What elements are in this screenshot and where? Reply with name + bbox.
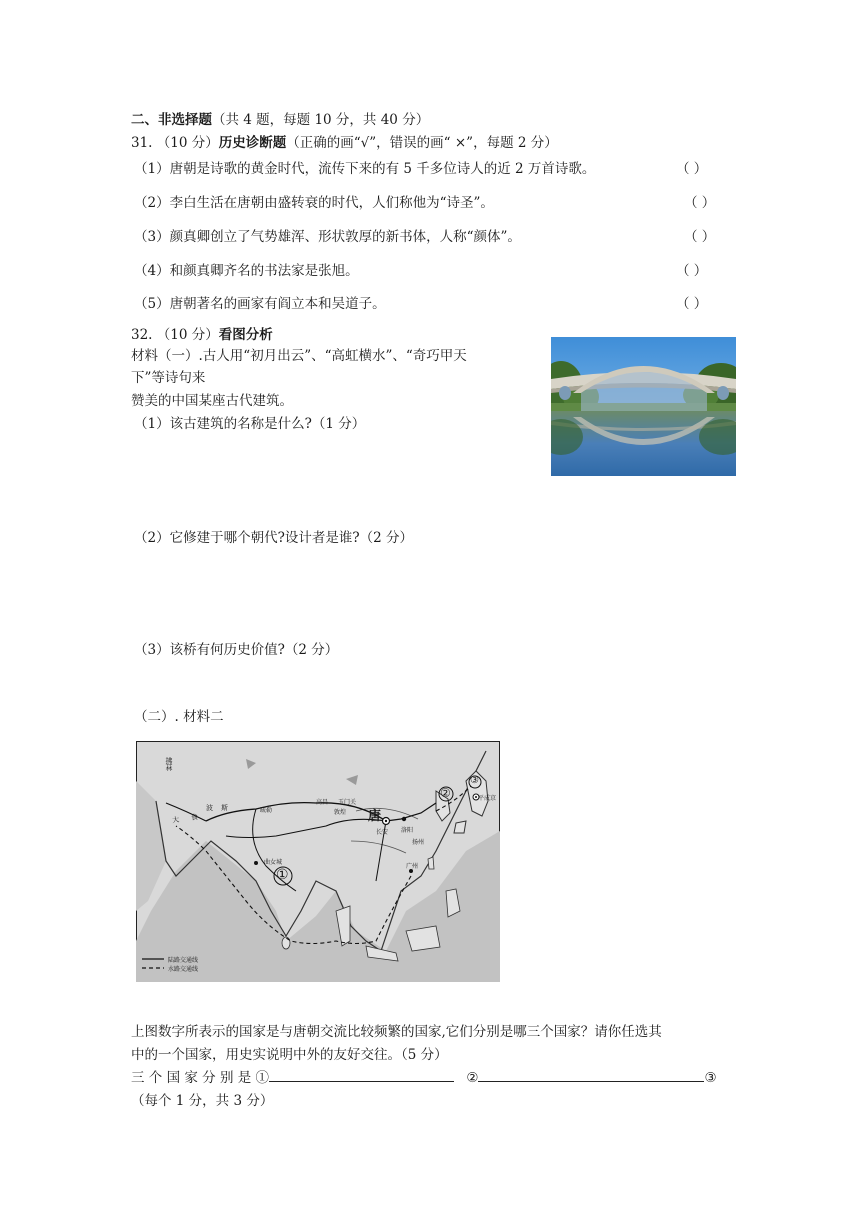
answer-mark-3: ③ (704, 1070, 717, 1086)
q32-number: 32. (131, 327, 153, 343)
section-heading (131, 108, 429, 128)
q31-instruction: （正确的画“√”，错误的画“ ×”，每题 2 分） (286, 135, 558, 151)
answer-line (131, 1066, 717, 1086)
map-legend-sea: 水路交通线 (168, 966, 199, 973)
map-label-luoyang: 洛阳 (401, 827, 414, 834)
q31-item-5: （5）唐朝著名的画家有阎立本和吴道子。 (134, 296, 386, 312)
material1-line-2: 下”等诗句来 (131, 370, 206, 386)
map-label-dashi: 大食 (171, 811, 211, 825)
q31-answer-paren-1[interactable]: （ ） (676, 161, 708, 177)
q31-item-1: （1）唐朝是诗歌的黄金时代，流传下来的有 5 千多位诗人的近 2 万首诗歌。 (134, 161, 596, 177)
q31-answer-paren-3[interactable]: （ ） (684, 229, 716, 245)
section-note: （共 4 题，每题 10 分，共 40 分） (212, 112, 430, 128)
map-label-yangzhou: 扬州 (412, 839, 425, 846)
q31-answer-paren-4[interactable]: （ ） (676, 263, 708, 279)
q32-sub-question-1: （1）该古建筑的名称是什么?（1 分） (134, 416, 366, 432)
map-circle-1: ① (276, 867, 289, 883)
q31-title: 历史诊断题 (218, 135, 287, 151)
map-label-pingchengjing: 平成京 (478, 795, 497, 802)
map-label-guangzhou: 广州 (406, 863, 419, 870)
q32-title: 看图分析 (218, 327, 273, 343)
map-circle-3: ③ (470, 775, 479, 786)
map-label-fulin: 拂菻 (165, 757, 173, 771)
material1-line-3: 赞美的中国某座古代建筑。 (131, 393, 293, 409)
map-label-tang: 唐 (368, 809, 382, 824)
q31-answer-paren-2[interactable]: （ ） (684, 195, 716, 211)
q31-item-4: （4）和颜真卿齐名的书法家是张旭。 (134, 263, 359, 279)
q32-score: （10 分） (156, 327, 219, 343)
q31-item-3: （3）颜真卿创立了气势雄浑、形状敦厚的新书体，人称“颜体”。 (134, 229, 521, 245)
map-label-bosi: 波斯 (206, 804, 236, 812)
map-label-shule: 疏勒 (260, 807, 273, 814)
question-paragraph-line-2: 中的一个国家，用史实说明中外的友好交往。（5 分） (131, 1047, 448, 1063)
material1-line-1: 材料（一）.古人用“初月出云”、“高虹横水”、“奇巧甲天 (131, 348, 467, 364)
q32-sub-question-2: （2）它修建于哪个朝代?设计者是谁?（2 分） (134, 530, 413, 546)
answer-blank-2[interactable] (478, 1067, 704, 1082)
q31-score: （10 分） (156, 135, 219, 151)
q32-sub-question-3: （3）该桥有何历史价值?（2 分） (134, 642, 339, 658)
map-label-dunhuang: 敦煌 (334, 809, 347, 816)
answer-blank-1[interactable] (269, 1067, 454, 1082)
q31-answer-paren-5[interactable]: （ ） (676, 296, 708, 312)
tang-dynasty-map (136, 741, 500, 982)
map-label-yumenguan: 玉门关 (338, 799, 357, 806)
q31-number: 31. (131, 135, 153, 151)
map-circle-2: ② (440, 786, 451, 800)
map-label-gaochang: 高昌 (316, 799, 329, 806)
map-label-changan: 长安 (376, 829, 389, 836)
question-31-header (131, 131, 558, 151)
answer-mark-2: ② (466, 1070, 479, 1086)
score-note: （每个 1 分，共 3 分） (131, 1093, 274, 1109)
section-title: 二、非选择题 (131, 112, 212, 128)
question-32-header (131, 323, 273, 343)
stone-arch-bridge-photo (551, 337, 736, 476)
question-paragraph-line-1: 上图数字所表示的国家是与唐朝交流比较频繁的国家,它们分别是哪三个国家？请你任选其 (131, 1024, 662, 1040)
map-label-qunvcheng: 曲女城 (264, 859, 283, 866)
map-legend-land: 陆路交通线 (168, 957, 199, 964)
material2-label: （二）. 材料二 (134, 709, 224, 725)
q31-item-2: （2）李白生活在唐朝由盛转衰的时代，人们称他为“诗圣”。 (134, 195, 494, 211)
answer-prefix: 三 个 国 家 分 别 是 ① (131, 1070, 270, 1086)
